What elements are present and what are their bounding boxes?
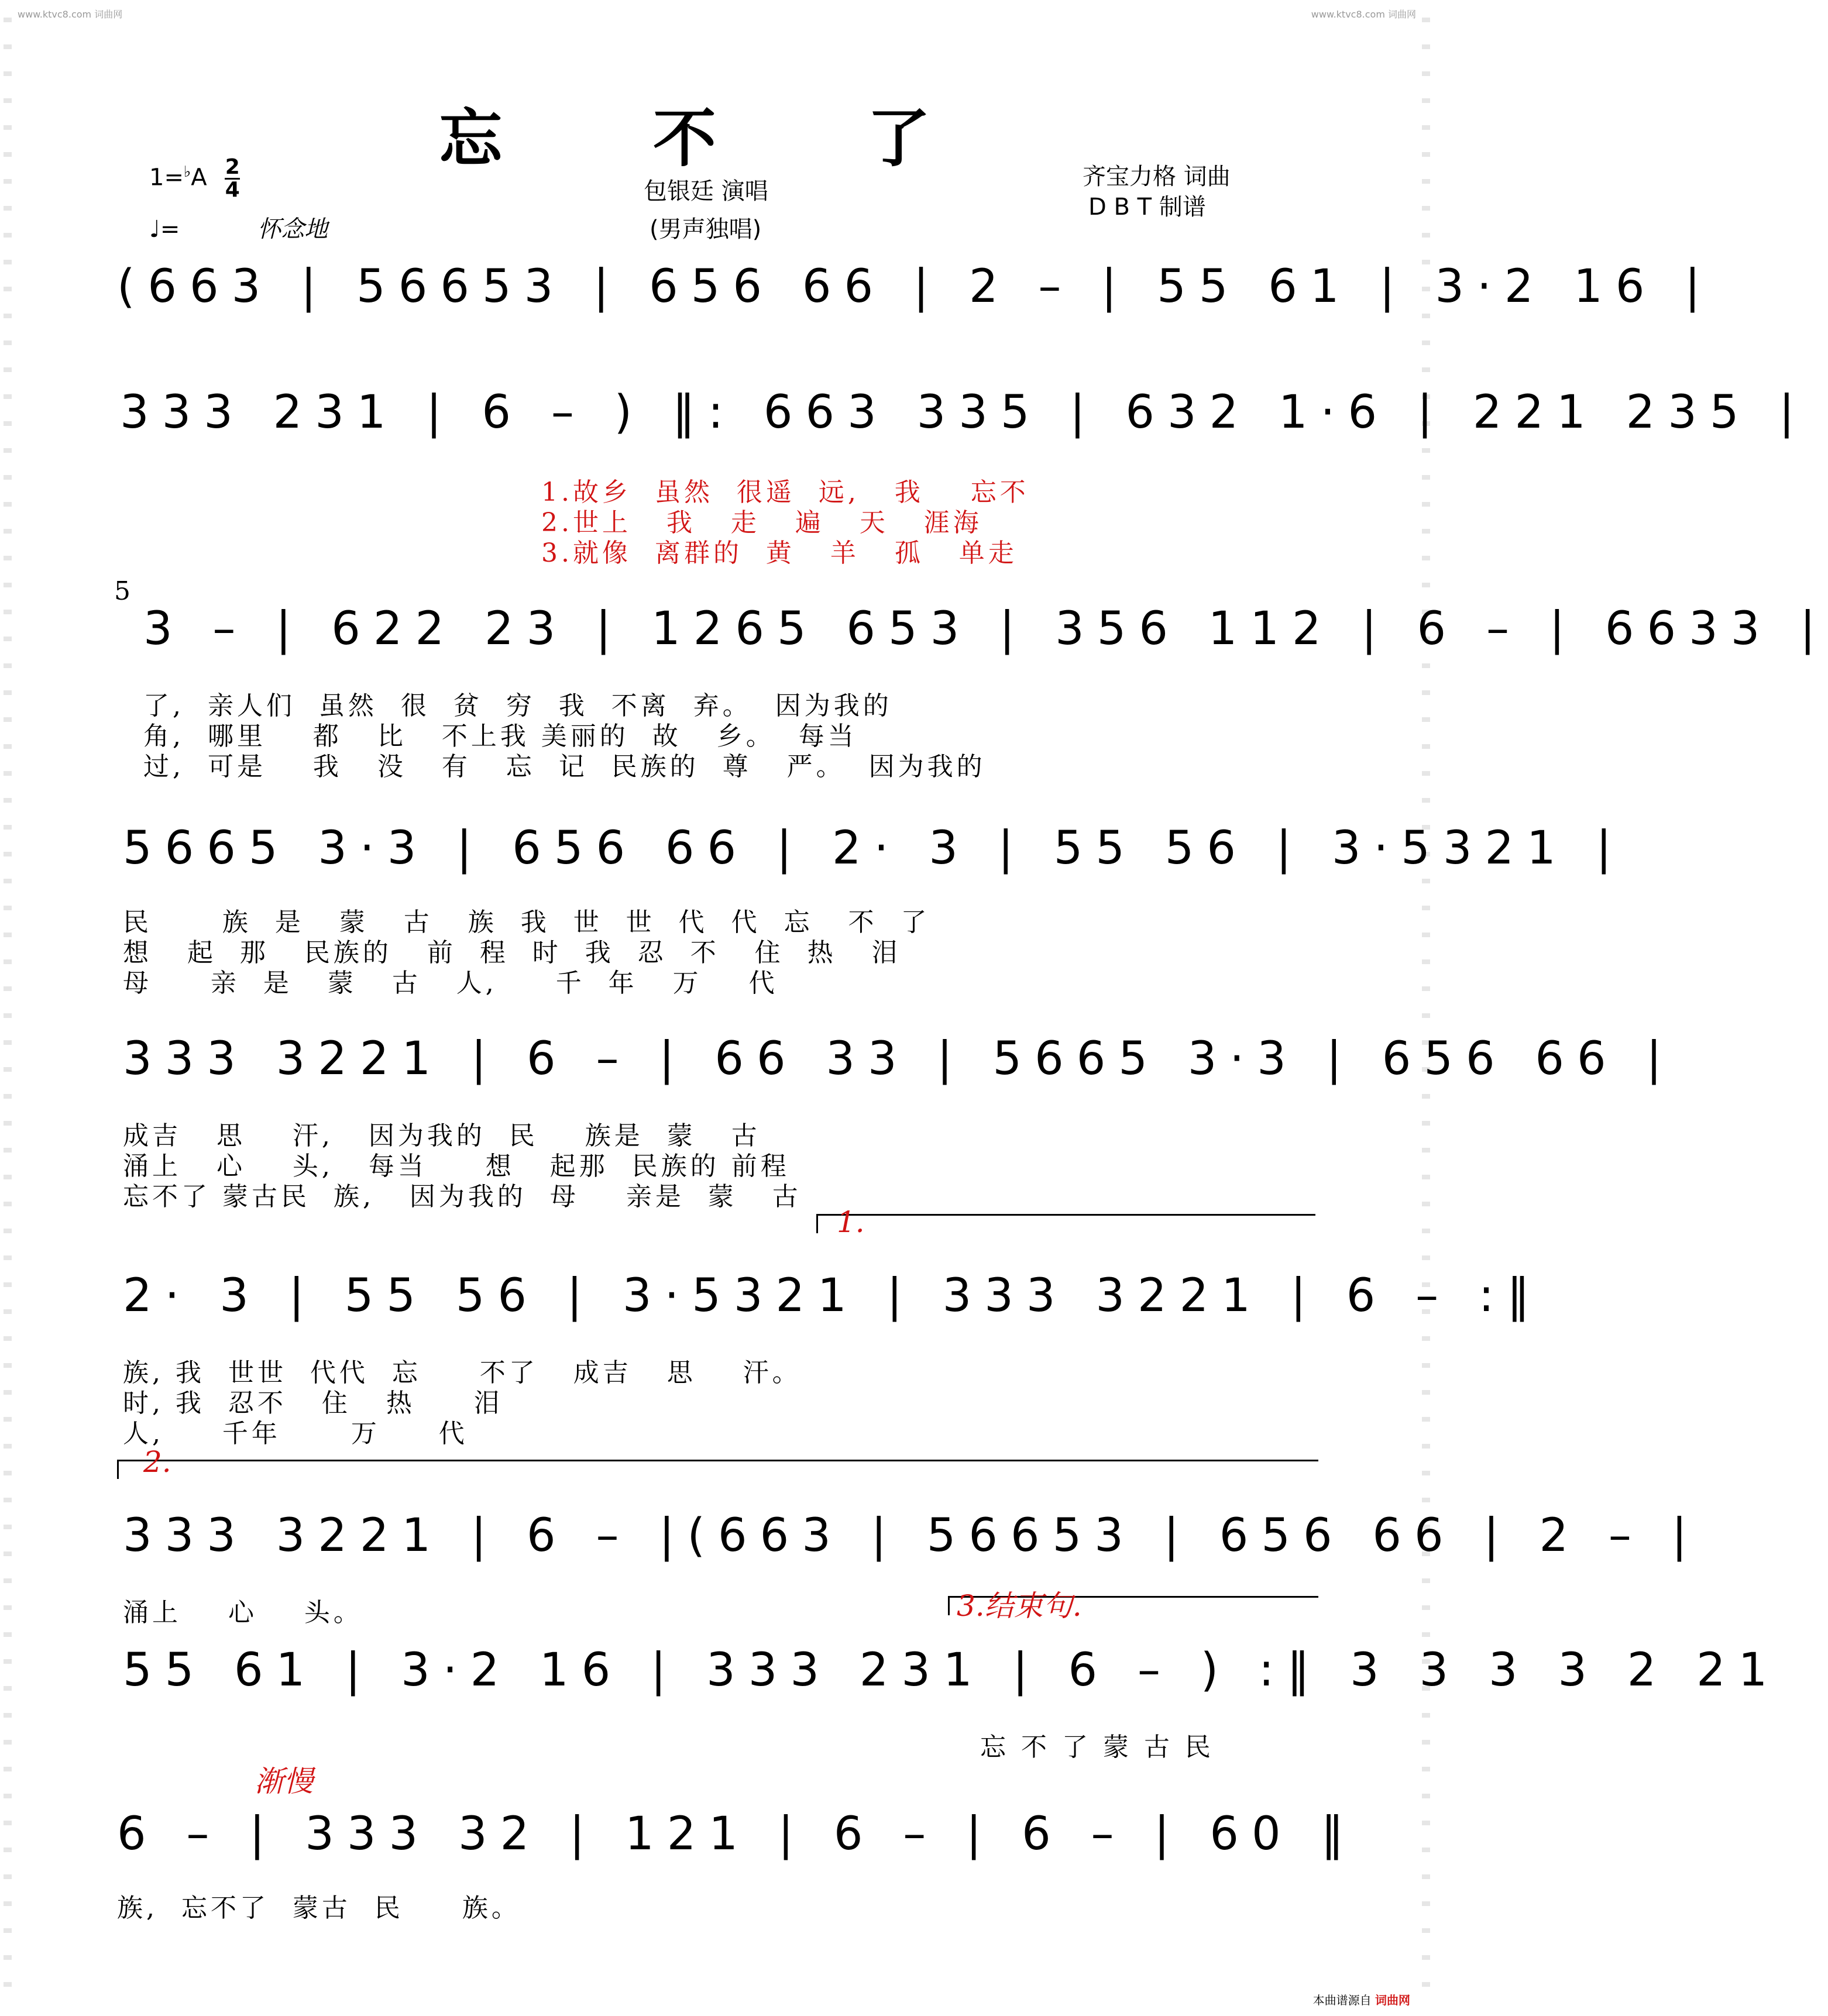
lyric-row-8-verse-1: 忘 不 了 蒙 古 民	[980, 1732, 1214, 1762]
lyric-row-5-verse-3: 忘不了 蒙古民 族, 因为我的 母 亲是 蒙 古	[123, 1182, 802, 1212]
time-signature: $\frac{2}{4}$	[225, 155, 240, 202]
score-row-5: 333 3221 | 6 – | 66 33 | 5665 3·3 | 656 66 |	[123, 1033, 1675, 1085]
lyric-row-2-verse-3: 3.就像 离群的 黄 羊 孤 单走	[541, 538, 1018, 568]
score-row-4: 5665 3·3 | 656 66 | 2· 3 | 55 56 | 3·5321 |	[123, 822, 1624, 875]
score-row-3: 3 – | 622 23 | 1265 653 | 356 112 | 6 – | 6633 |	[143, 603, 1828, 655]
score-row-2: 333 231 | 6 – ) ‖: 663 335 | 632 1·6 | 221 235 |	[120, 386, 1808, 439]
footer-source: 本曲谱源自 词曲网	[1312, 1993, 1410, 2007]
ritardando-mark: 渐慢	[255, 1764, 313, 1798]
key-signature: $1=^♭A \frac{2}{4}$	[149, 155, 240, 202]
lyric-row-6-verse-3: 人, 千年 万 代	[123, 1419, 468, 1449]
vocal-form: (男声独唱)	[650, 216, 762, 243]
lyric-row-5-verse-2: 涌上 心 头, 每当 想 起那 民族的 前程	[123, 1151, 790, 1181]
singer-credit: 包银廷 演唱	[644, 178, 768, 205]
song-title: 忘 不 了	[439, 102, 995, 176]
score-row-8: 55 61 | 3·2 16 | 333 231 | 6 – ) :‖ 3 3 3 3 2 21	[123, 1644, 1781, 1697]
lyric-row-3-verse-2: 角, 哪里 都 比 不上我 美丽的 故 乡。 每当	[143, 721, 857, 751]
ending-2-label: 2.	[143, 1445, 171, 1479]
right-border-strip	[1422, 18, 1430, 1998]
footer-brand: 词曲网	[1375, 1993, 1410, 2007]
arranger-credit: D B T 制谱	[1088, 194, 1206, 221]
lyric-row-6-verse-2: 时, 我 忍不 住 热 泪	[123, 1388, 503, 1418]
lyric-row-2-verse-1: 1.故乡 虽然 很遥 远, 我 忘不	[541, 477, 1029, 507]
lyric-row-9-verse-1: 族, 忘不了 蒙古 民 族。	[117, 1893, 521, 1923]
lyric-row-7-verse-1: 涌上 心 头。	[123, 1598, 363, 1628]
score-row-6: 2· 3 | 55 56 | 3·5321 | 333 3221 | 6 – :‖	[123, 1270, 1543, 1322]
score-row-1: (663 | 56653 | 656 66 | 2 – | 55 61 | 3·2 16 |	[117, 260, 1713, 313]
score-row-7: 333 3221 | 6 – |(663 | 56653 | 656 66 | 2 – |	[123, 1509, 1700, 1562]
lyric-row-4-verse-3: 母 亲 是 蒙 古 人, 千 年 万 代	[123, 968, 778, 998]
ending-1-bracket	[816, 1214, 1315, 1233]
score-row-9: 6 – | 333 32 | 121 | 6 – | 6 – | 60 ‖	[117, 1808, 1357, 1860]
site-watermark-left: www.ktvc8.com 词曲网	[18, 9, 123, 20]
ending-1-label: 1.	[837, 1205, 865, 1239]
ending-3-label: 3.结束句.	[957, 1589, 1082, 1623]
bar-number: 5	[114, 576, 130, 606]
lyric-row-2-verse-2: 2.世上 我 走 遍 天 涯海	[541, 508, 982, 538]
lyric-row-5-verse-1: 成吉 思 汗, 因为我的 民 族是 蒙 古	[123, 1121, 761, 1151]
lyric-row-4-verse-1: 民 族 是 蒙 古 族 我 世 世 代 代 忘 不 了	[123, 907, 930, 937]
site-watermark-right: www.ktvc8.com 词曲网	[1311, 9, 1416, 20]
lyric-row-3-verse-1: 了, 亲人们 虽然 很 贫 穷 我 不离 弃。 因为我的	[143, 691, 892, 721]
ending-2-bracket	[117, 1460, 1318, 1479]
tempo-marking: ♩= 怀念地	[149, 216, 328, 243]
lyric-row-3-verse-3: 过, 可是 我 没 有 忘 记 民族的 尊 严。 因为我的	[143, 752, 986, 782]
lyric-row-4-verse-2: 想 起 那 民族的 前 程 时 我 忍 不 住 热 泪	[123, 938, 901, 968]
left-border-strip	[4, 18, 12, 1998]
mood-marking: 怀念地	[257, 216, 328, 243]
lyric-row-6-verse-1: 族, 我 世世 代代 忘 不了 成吉 思 汗。	[123, 1358, 802, 1388]
writer-credit: 齐宝力格 词曲	[1083, 163, 1231, 190]
